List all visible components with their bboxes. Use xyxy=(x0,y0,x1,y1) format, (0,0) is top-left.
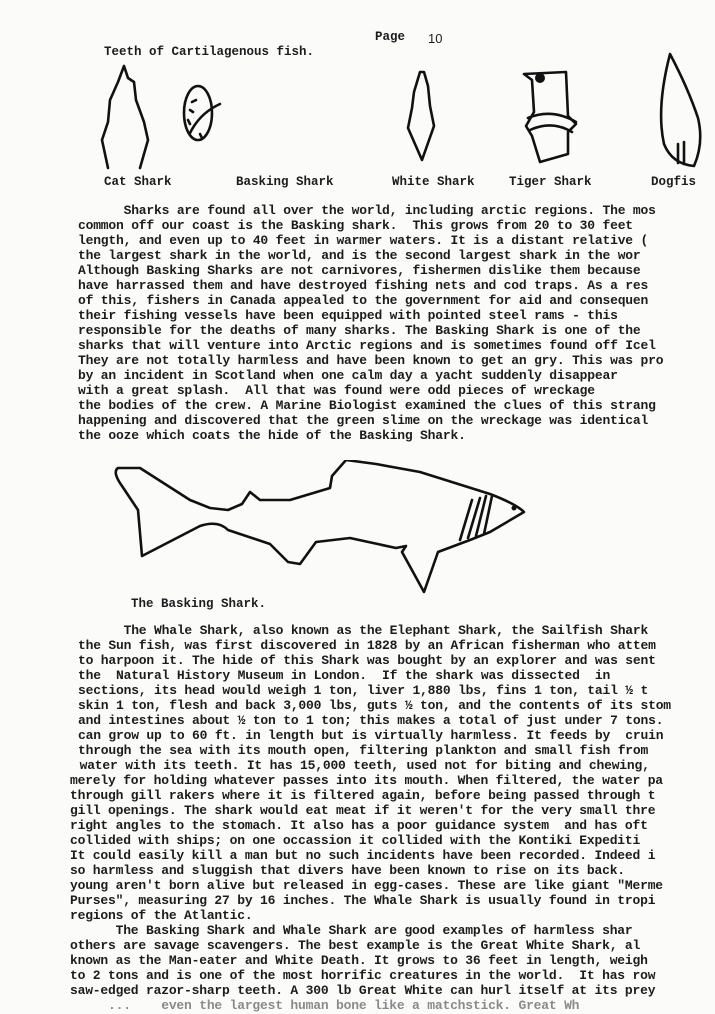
text-line: responsible for the deaths of many sharks. The Basking Shark is one of the xyxy=(78,323,641,338)
text-line: right angles to the stomach. It also has a poor guidance system and has oft xyxy=(70,818,648,833)
text-line: sharks that will venture into Arctic regions and is sometimes found off Icel xyxy=(78,338,656,353)
page-number: 10 xyxy=(428,31,443,46)
text-line: by an incident in Scotland when one calm day a yacht suddenly disappear xyxy=(78,368,618,383)
text-line: happening and discovered that the green slime on the wreckage was identical xyxy=(78,413,649,428)
text-line: with a great splash. All that was found were odd pieces of wreckage xyxy=(78,383,595,398)
text-line: to harpoon it. The hide of this Shark was bought by an explorer and was sent xyxy=(78,653,656,668)
page-label: Page xyxy=(375,30,406,44)
text-line: the Natural History Museum in London. If the shark was dissected in xyxy=(78,668,611,683)
tooth-label-tiger-shark: Tiger Shark xyxy=(509,175,592,189)
text-line: The Basking Shark and Whale Shark are good examples of harmless shar xyxy=(70,923,633,938)
text-line: gill openings. The shark would eat meat if it weren't for the very small thre xyxy=(70,803,656,818)
tooth-label-basking-shark: Basking Shark xyxy=(236,175,334,189)
text-line: They are not totally harmless and have been known to get an gry. This was pro xyxy=(78,353,664,368)
text-line: others are savage scavengers. The best example is the Great White Shark, al xyxy=(70,938,641,953)
text-line: Purses", measuring 27 by 16 inches. The Whale Shark is usually found in tropi xyxy=(70,893,656,908)
basking-shark-tooth-icon xyxy=(178,78,228,153)
text-line: skin 1 ton, flesh and back 3,000 lbs, guts ½ ton, and the contents of its stom xyxy=(78,698,671,713)
figure-caption: The Basking Shark. xyxy=(131,597,267,611)
text-line: sections, its head would weigh 1 ton, liver 1,880 lbs, fins 1 ton, tail ½ t xyxy=(78,683,649,698)
text-line: young aren't born alive but released in egg-cases. These are like giant "Merme xyxy=(70,878,663,893)
text-line: length, and even up to 40 feet in warmer waters. It is a distant relative ( xyxy=(78,233,649,248)
text-line: the largest shark in the world, and is the second largest shark in the wor xyxy=(78,248,641,263)
text-line-faded: ... even the largest human bone like a matchstick. Great Wh xyxy=(70,998,580,1013)
text-line: The Whale Shark, also known as the Elephant Shark, the Sailfish Shark xyxy=(78,623,649,638)
cat-shark-tooth-icon xyxy=(96,60,166,175)
text-line: water with its teeth. It has 15,000 teeth, used not for biting and chewing, xyxy=(72,758,650,773)
tiger-shark-tooth-icon xyxy=(516,66,591,166)
text-line: so harmless and sluggish that divers have been known to rise on its back. xyxy=(70,863,625,878)
text-line: and intestines about ½ ton to 1 ton; this makes a total of just under 7 tons. xyxy=(78,713,664,728)
tooth-label-white-shark: White Shark xyxy=(392,175,475,189)
text-line: Sharks are found all over the world, including arctic regions. The mos xyxy=(78,203,656,218)
text-line: can grow up to 60 ft. in length but is virtually harmless. It feeds by cruin xyxy=(78,728,664,743)
text-line: Although Basking Sharks are not carnivores, fishermen dislike them because xyxy=(78,263,641,278)
text-line: have harrassed them and have destroyed fishing nets and cod traps. As a res xyxy=(78,278,649,293)
text-line: to 2 tons and is one of the most horrific creatures in the world. It has row xyxy=(70,968,656,983)
basking-shark-drawing-icon xyxy=(110,460,550,620)
text-line: saw-edged razor-sharp teeth. A 300 lb Great White can hurl itself at its prey xyxy=(70,983,656,998)
text-line: It could easily kill a man but no such incidents have been recorded. Indeed i xyxy=(70,848,656,863)
tooth-label-cat-shark: Cat Shark xyxy=(104,175,172,189)
text-line: merely for holding whatever passes into its mouth. When filtered, the water pa xyxy=(70,773,663,788)
text-line: through gill rakers where it is filtered again, before being passed through t xyxy=(70,788,656,803)
text-line: the ooze which coats the hide of the Basking Shark. xyxy=(78,428,466,443)
text-line: known as the Man-eater and White Death. It grows to 36 feet in length, weigh xyxy=(70,953,648,968)
text-line: collided with ships; on one occassion it collided with the Kontiki Expediti xyxy=(70,833,641,848)
text-line: common off our coast is the Basking shark. This grows from 20 to 30 feet xyxy=(78,218,633,233)
section-title: Teeth of Cartilagenous fish. xyxy=(104,45,315,59)
white-shark-tooth-icon xyxy=(400,66,450,166)
text-line: the bodies of the crew. A Marine Biologist examined the clues of this strang xyxy=(78,398,656,413)
text-line: of this, fishers in Canada appealed to the government for aid and consequen xyxy=(78,293,649,308)
text-line: regions of the Atlantic. xyxy=(70,908,253,923)
tooth-label-dogfish: Dogfis xyxy=(651,175,697,189)
dogfish-tooth-icon xyxy=(650,48,715,173)
text-line: their fishing vessels have been equipped with pointed steel rams - this xyxy=(78,308,618,323)
text-line: through the sea with its mouth open, filtering plankton and small fish from xyxy=(78,743,649,758)
text-line: the Sun fish, was first discovered in 1828 by an African fisherman who attem xyxy=(78,638,656,653)
